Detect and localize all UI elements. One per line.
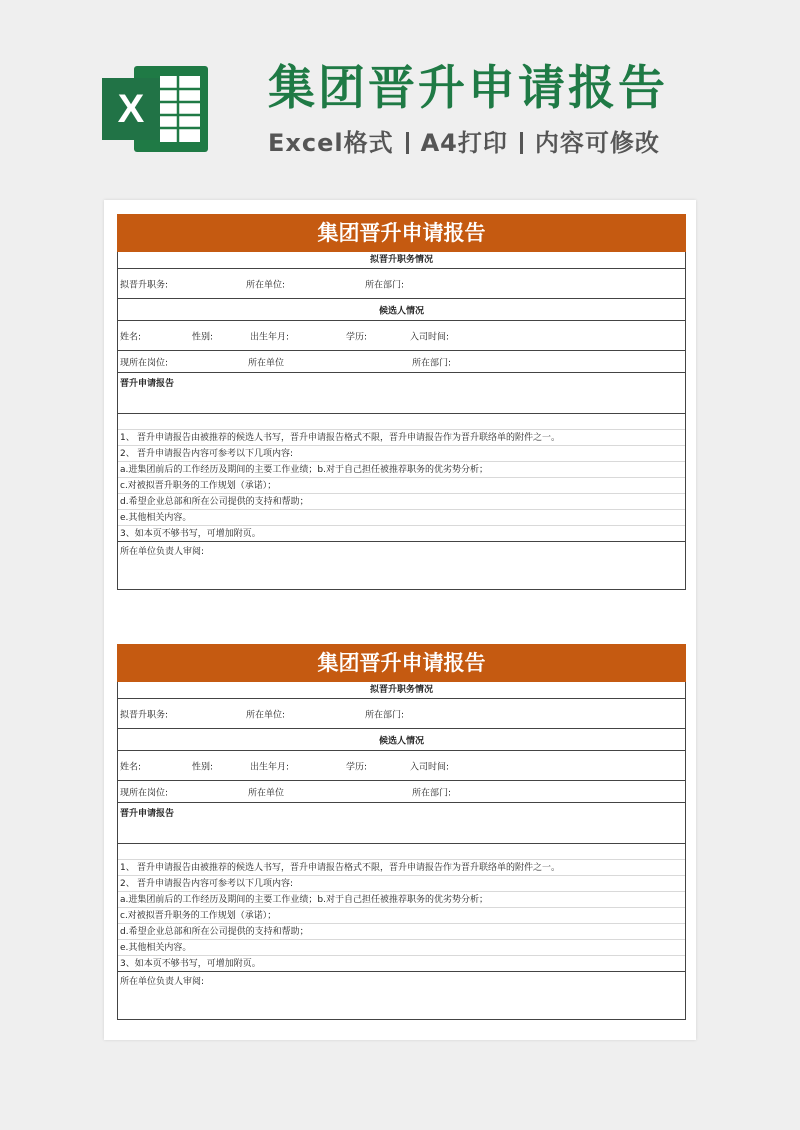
note-row: d.希望企业总部和所在公司提供的支持和帮助；: [118, 924, 685, 940]
subtitle-editable: 内容可修改: [534, 129, 660, 157]
note-row: e.其他相关内容。: [118, 510, 685, 526]
department-label: 所在部门:: [365, 710, 405, 720]
report-label: 晋升申请报告: [120, 809, 175, 819]
report-label: 晋升申请报告: [120, 379, 175, 389]
note-row: c.对被拟晋升职务的工作规划（承诺）；: [118, 908, 685, 924]
current-row: [118, 351, 685, 373]
gender-label: 性别:: [192, 332, 214, 342]
svg-text:X: X: [117, 87, 145, 131]
note-row: 2、 晋升申请报告内容可参考以下几项内容:: [118, 876, 685, 892]
current-post-label: 现所在岗位:: [120, 788, 169, 798]
note-row: c.对被拟晋升职务的工作规划（承诺）；: [118, 478, 685, 494]
review-label: 所在单位负责人审阅:: [120, 977, 205, 987]
current-post-label: 现所在岗位:: [120, 358, 169, 368]
unit-label: 所在单位:: [246, 710, 286, 720]
review-section: [118, 972, 685, 1019]
spacer-row: [118, 414, 685, 430]
education-label: 学历:: [346, 762, 368, 772]
current-unit-label: 所在单位: [248, 358, 285, 368]
promotion-form: [117, 214, 686, 590]
note-row: 1、 晋升申请报告由被推荐的候选人书写，晋升申请报告格式不限，晋升申请报告作为晋升联络单的附件之一。: [118, 430, 685, 446]
name-label: 姓名:: [120, 332, 142, 342]
note-row: a.进集团前后的工作经历及期间的主要工作业绩；b.对于自己担任被推荐职务的优劣势分析；: [118, 462, 685, 478]
report-section: [118, 803, 685, 844]
birth-label: 出生年月:: [250, 762, 290, 772]
review-label: 所在单位负责人审阅:: [120, 547, 205, 557]
page-title: 集团晋升申请报告: [268, 61, 668, 116]
department-label: 所在部门:: [365, 280, 405, 290]
current-unit-label: 所在单位: [248, 788, 285, 798]
section-position-header: 拟晋升职务情况: [118, 682, 685, 699]
target-position-label: 拟晋升职务:: [120, 710, 169, 720]
note-row: 1、 晋升申请报告由被推荐的候选人书写，晋升申请报告格式不限，晋升申请报告作为晋升联络单的附件之一。: [118, 860, 685, 876]
section-candidate-header: 候选人情况: [118, 729, 685, 751]
note-row: 3、如本页不够书写，可增加附页。: [118, 526, 685, 542]
target-position-label: 拟晋升职务:: [120, 280, 169, 290]
candidate-row: [118, 321, 685, 351]
subtitle-format: Excel格式: [268, 129, 394, 157]
review-section: [118, 542, 685, 589]
subtitle-print: A4打印: [420, 129, 508, 157]
form-title: 集团晋升申请报告: [117, 644, 686, 682]
join-date-label: 入司时间:: [410, 332, 450, 342]
note-row: a.进集团前后的工作经历及期间的主要工作业绩；b.对于自己担任被推荐职务的优劣势分析；: [118, 892, 685, 908]
join-date-label: 入司时间:: [410, 762, 450, 772]
note-row: e.其他相关内容。: [118, 940, 685, 956]
unit-label: 所在单位:: [246, 280, 286, 290]
education-label: 学历:: [346, 332, 368, 342]
excel-logo-icon: [100, 58, 212, 158]
position-row: [118, 699, 685, 729]
note-row: 2、 晋升申请报告内容可参考以下几项内容:: [118, 446, 685, 462]
current-department-label: 所在部门:: [412, 788, 452, 798]
document-paper: [104, 200, 696, 1040]
current-department-label: 所在部门:: [412, 358, 452, 368]
promotion-form: [117, 644, 686, 1020]
form-title: 集团晋升申请报告: [117, 214, 686, 252]
note-row: 3、如本页不够书写，可增加附页。: [118, 956, 685, 972]
current-row: [118, 781, 685, 803]
candidate-row: [118, 751, 685, 781]
report-section: [118, 373, 685, 414]
gender-label: 性别:: [192, 762, 214, 772]
position-row: [118, 269, 685, 299]
subtitle-separator: [520, 132, 523, 154]
section-candidate-header: 候选人情况: [118, 299, 685, 321]
note-row: d.希望企业总部和所在公司提供的支持和帮助；: [118, 494, 685, 510]
subtitle-separator: [406, 132, 409, 154]
page-subtitle: [268, 126, 660, 160]
birth-label: 出生年月:: [250, 332, 290, 342]
spacer-row: [118, 844, 685, 860]
name-label: 姓名:: [120, 762, 142, 772]
section-position-header: 拟晋升职务情况: [118, 252, 685, 269]
